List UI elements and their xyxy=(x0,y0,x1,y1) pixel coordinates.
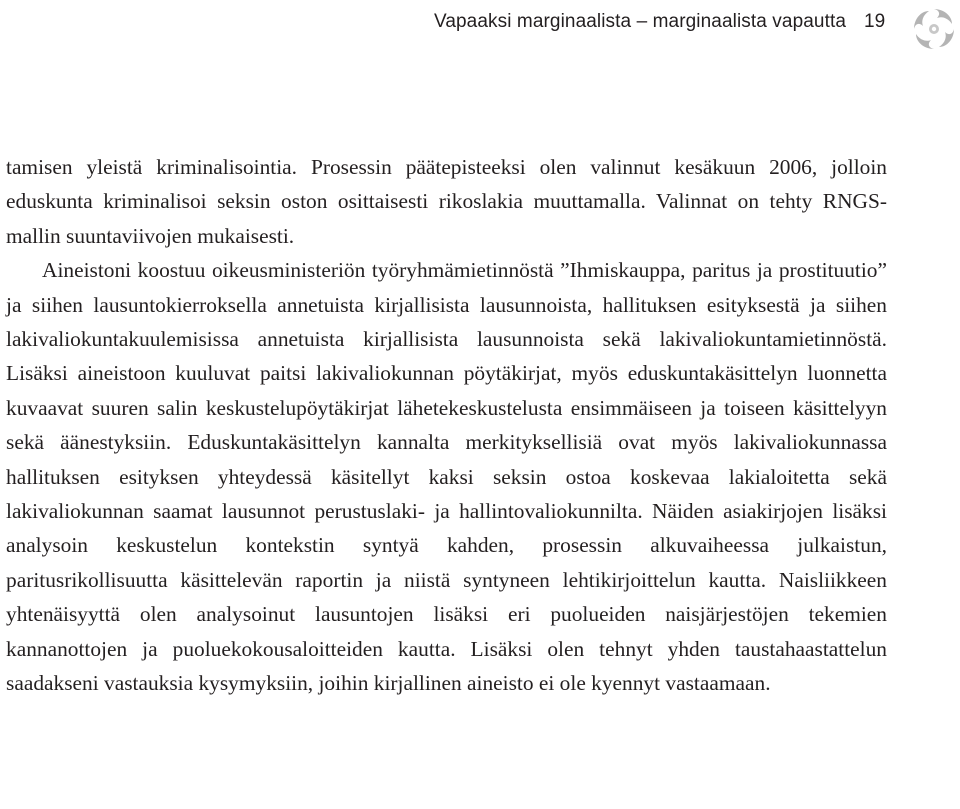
running-header-title: Vapaaksi marginaalista – marginaalista vapautta xyxy=(433,11,846,32)
body-paragraph: Aineistoni koostuu oikeusministeriön työryhmämietinnöstä ”Ihmiskauppa, paritus ja prostituutio” ja siihen lausuntokierroksella annetuista kirjallisista lausunnoista, hallituksen esityksestä ja siihen lakivaliokuntakuulemisissa annetuista kirjallisista lausunnoista sekä lakivaliokuntamietinnöstä. Lisäksi aineistoon kuuluvat paitsi lakivaliokunnan pöytäkirjat, myös eduskuntakäsittelyn luonnetta kuvaavat suuren salin keskustelupöytäkirjat lähetekeskustelusta ensimmäiseen ja toiseen käsittelyyn sekä äänestyksiin. Eduskuntakäsittelyn kannalta merkityksellisiä ovat myös lakivaliokunnassa hallituksen esityksen yhteydessä käsitellyt kaksi seksin ostoa koskevaa lakialoitetta sekä lakivaliokunnan saamat lausunnot perustuslaki- ja hallintovaliokunnilta. Näiden asiakirjojen lisäksi analysoin keskustelun kontekstin syntyä kahden, prosessin alkuvaiheessa julkaistun, paritusrikollisuutta käsittelevän raportin ja niistä syntyneen lehtikirjoittelun kautta. Naisliikkeen yhtenäisyyttä olen analysoinut lausuntojen lisäksi eri puolueiden naisjärjestöjen tekemien kannanottojen ja puoluekokousaloitteiden kautta. Lisäksi olen tehnyt yhden taustahaastattelun saadakseni vastauksia kysymyksiin, joihin kirjallinen aineisto ei ole kyennyt vastaamaan. xyxy=(6,258,887,696)
body-paragraph: tamisen yleistä kriminalisointia. Prosessin päätepisteeksi olen valinnut kesäkuun 2006, jolloin eduskunta kriminalisoi seksin oston osittaisesti rikoslakia muuttamalla. Valinnat on tehty RNGS-mallin suuntaviivojen mukaisesti. xyxy=(6,155,887,248)
body-text xyxy=(6,150,887,701)
swirl-logo-icon xyxy=(911,6,957,52)
running-header xyxy=(0,6,960,46)
page-number: 19 xyxy=(864,11,886,32)
